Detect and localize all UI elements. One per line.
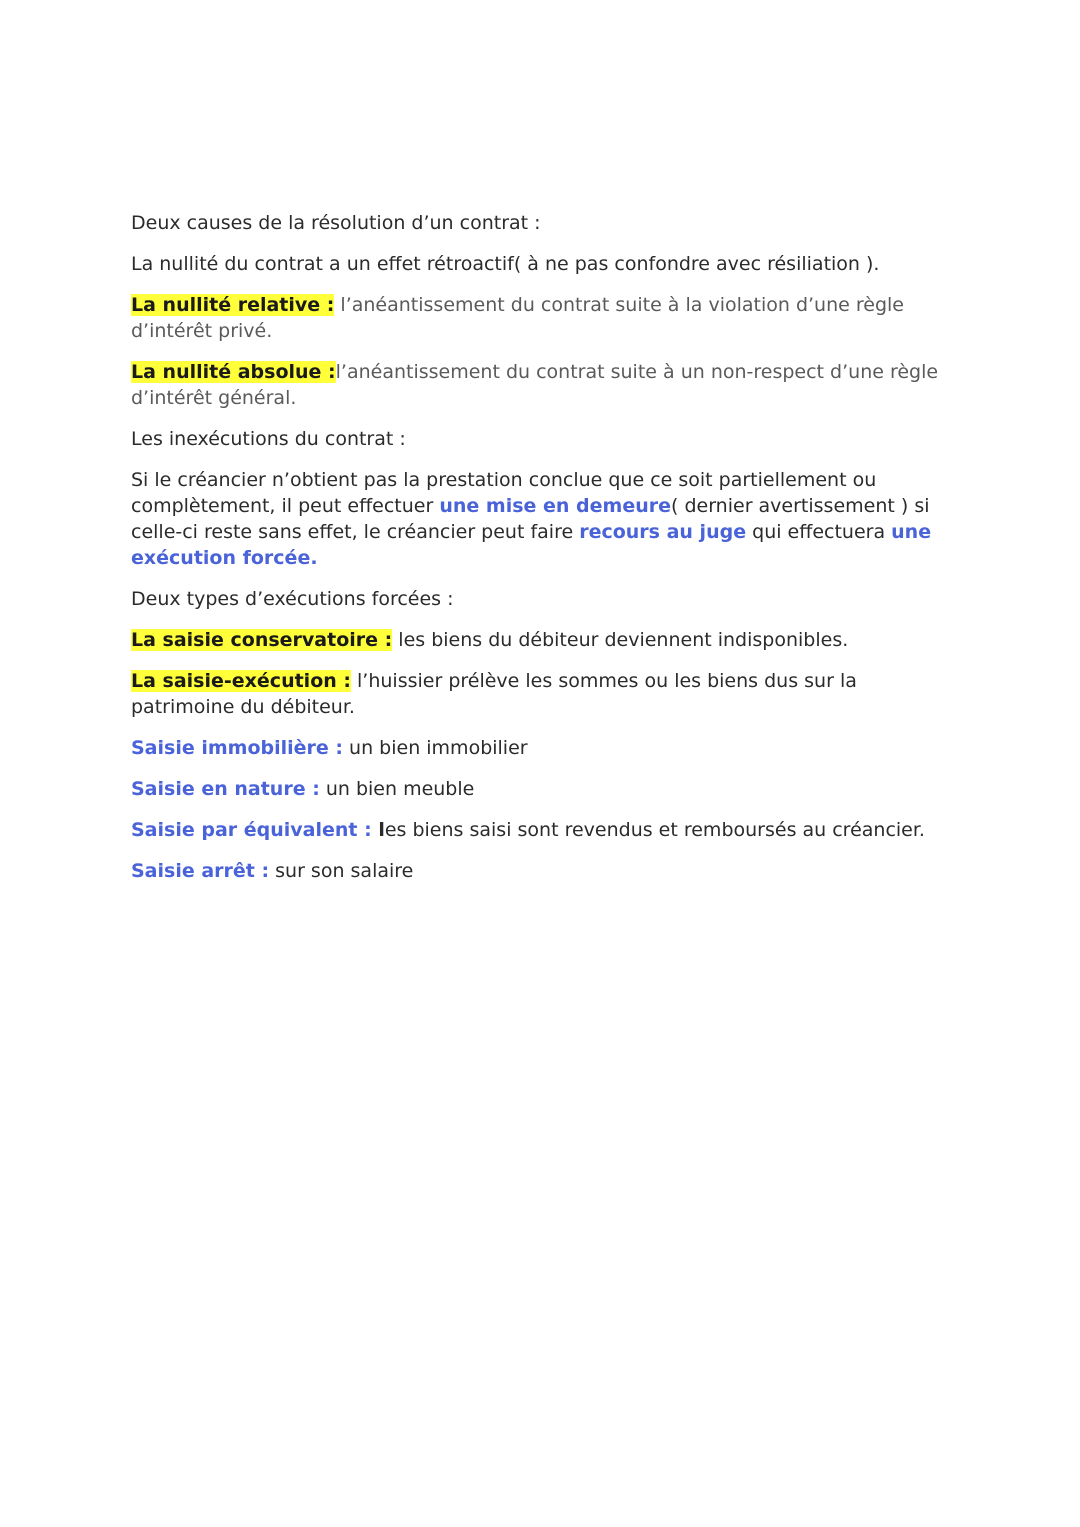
- intro-heading-text: Deux causes de la résolution d’un contrat :: [131, 212, 541, 234]
- inexecutions-text-2: ( dernier avertissement ) si celle-ci reste sans effet, le créancier peut faire: [131, 495, 930, 543]
- inexecutions-text-3: qui effectuera: [746, 521, 892, 543]
- mise-en-demeure-term: une mise en demeure: [439, 495, 671, 517]
- saisie-immobiliere-definition: un bien immobilier: [343, 737, 528, 759]
- inexecutions-heading: [131, 426, 961, 452]
- saisie-par-equivalent-paragraph: [131, 817, 961, 843]
- nullite-relative-paragraph: [131, 292, 961, 344]
- saisie-par-equivalent-definition: es biens saisi sont revendus et remboursés au créancier.: [384, 819, 925, 841]
- recours-au-juge-term: recours au juge: [579, 521, 747, 543]
- types-heading: [131, 586, 961, 612]
- nullity-note: [131, 251, 961, 277]
- inexecutions-heading-text: Les inexécutions du contrat :: [131, 428, 406, 450]
- saisie-immobiliere-term: Saisie immobilière :: [131, 737, 343, 759]
- saisie-execution-definition: l’huissier prélève les sommes ou les biens dus sur la patrimoine du débiteur.: [131, 670, 857, 718]
- saisie-en-nature-term: Saisie en nature :: [131, 778, 320, 800]
- saisie-en-nature-paragraph: [131, 776, 961, 802]
- inexecutions-paragraph: [131, 467, 961, 571]
- nullite-absolue-term: La nullité absolue :: [131, 361, 336, 383]
- saisie-en-nature-definition: un bien meuble: [319, 778, 475, 800]
- nullite-absolue-paragraph: [131, 359, 961, 411]
- nullite-absolue-definition: l’anéantissement du contrat suite à un non-respect d’une règle d’intérêt général.: [131, 361, 939, 409]
- document-page: [131, 210, 961, 899]
- types-heading-text: Deux types d’exécutions forcées :: [131, 588, 454, 610]
- nullity-note-text: La nullité du contrat a un effet rétroactif( à ne pas confondre avec résiliation ).: [131, 253, 880, 275]
- saisie-arret-definition: sur son salaire: [269, 860, 414, 882]
- nullite-relative-definition: l’anéantissement du contrat suite à la violation d’une règle d’intérêt privé.: [131, 294, 904, 342]
- nullite-relative-term: La nullité relative :: [131, 294, 335, 316]
- saisie-execution-paragraph: [131, 668, 961, 720]
- saisie-par-equivalent-term: Saisie par équivalent :: [131, 819, 372, 841]
- saisie-execution-term: La saisie-exécution :: [131, 670, 351, 692]
- saisie-par-equivalent-bold-letter: l: [371, 819, 385, 841]
- saisie-arret-term: Saisie arrêt :: [131, 860, 270, 882]
- saisie-conservatoire-paragraph: [131, 627, 961, 653]
- intro-heading: [131, 210, 961, 236]
- saisie-conservatoire-definition: les biens du débiteur deviennent indisponibles.: [392, 629, 849, 651]
- inexecutions-text-1: Si le créancier n’obtient pas la prestation conclue que ce soit partiellement ou complètement, il peut effectuer: [131, 469, 877, 517]
- saisie-immobiliere-paragraph: [131, 735, 961, 761]
- saisie-arret-paragraph: [131, 858, 961, 884]
- execution-forcee-term: une exécution forcée.: [131, 521, 932, 569]
- saisie-conservatoire-term: La saisie conservatoire :: [131, 629, 393, 651]
